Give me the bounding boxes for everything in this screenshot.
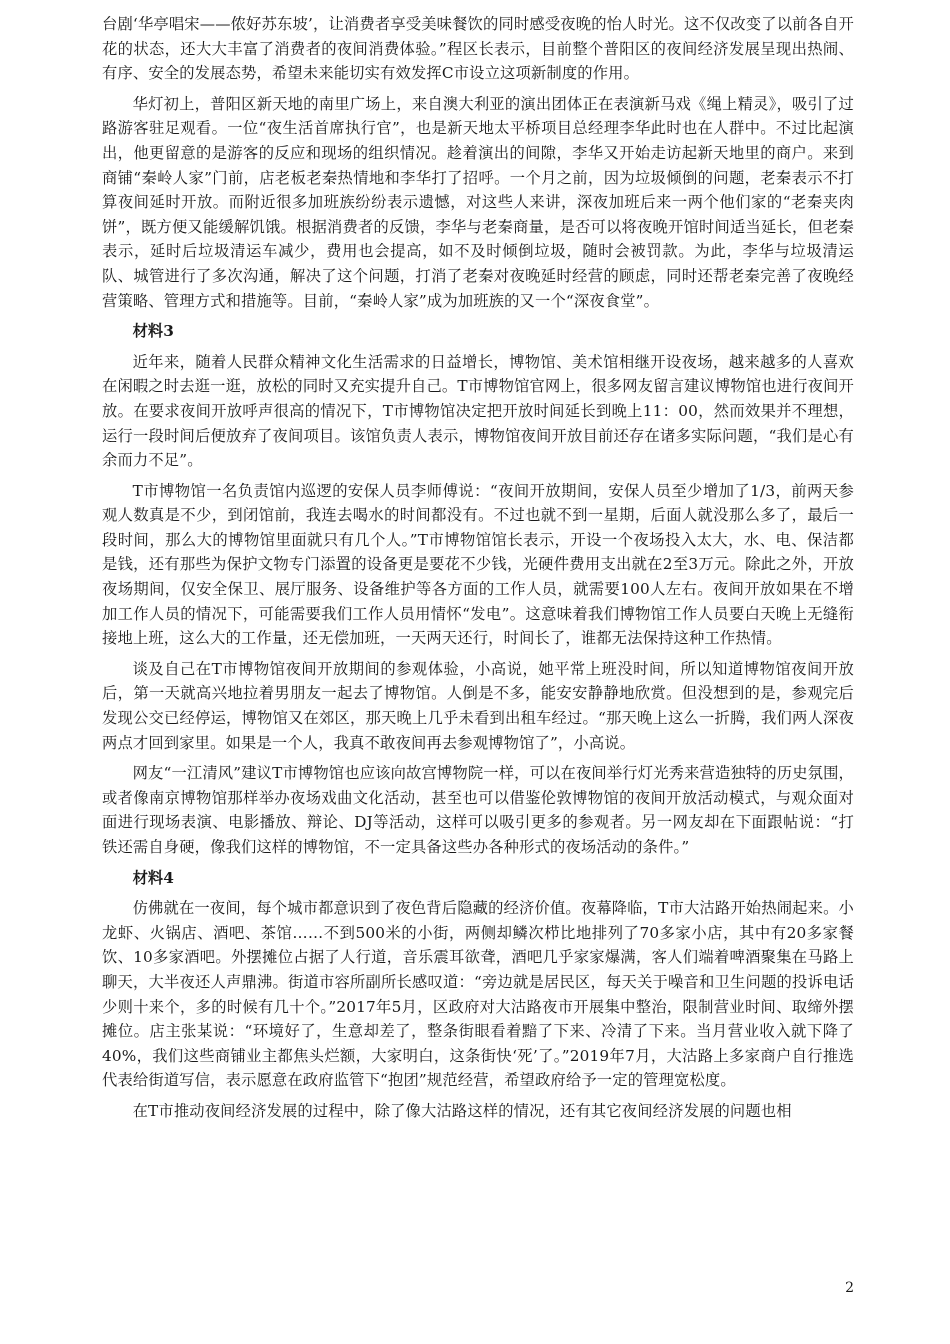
paragraph-security-guard: T市博物馆一名负责馆内巡逻的安保人员李师傅说：“夜间开放期间，安保人员至少增加了1/3，前两天参观人数真是不少，到闭馆前，我连去喝水的时间都没有。不过也就不到一星期，后面人就没那么多了，最后一段时间，那么大的博物馆里面就只有几个人。”T市博物馆馆长表示，开设一个夜场投入太大，水、电、保洁都是钱，还有那些为保护文物专门添置的设备更是要花不少钱，光硬件费用支出就在2至3万元。除此之外，开放夜场期间，仅安全保卫、展厅服务、设备维护等各方面的工作人员，就需要100人左右。夜间开放如果在不增加工作人员的情况下，可能需要我们工作人员用情怀“发电”。这意味着我们博物馆工作人员要白天晚上无缝衔接地上班，这么大的工作量，还无偿加班，一天两天还行，时间长了，谁都无法保持这种工作热情。 [102, 481, 854, 648]
paragraph-xintiandi: 华灯初上，普阳区新天地的南里广场上，来自澳大利亚的演出团体正在表演新马戏《绳上精灵》，吸引了过路游客驻足观看。一位“夜生活首席执行官”，也是新天地太平桥项目总经理李华此时也在人群中。不过比起演出，他更留意的是游客的反应和现场的组织情况。趁着演出的间隙，李华又开始走访起新天地里的商户。来到商铺“秦岭人家”门前，店老板老秦热情地和李华打了招呼。一个月之前，因为垃圾倾倒的问题，老秦表示不打算夜间延时开放。而附近很多加班族纷纷表示遗憾，对这些人来讲，深夜加班后来一两个他们家的“老秦夹肉饼”，既方便又能缓解饥饿。根据消费者的反馈，李华与老秦商量，是否可以将夜晚开馆时间适当延长，但老秦表示，延时后垃圾清运车减少，费用也会提高，如不及时倾倒垃圾，随时会被罚款。为此，李华与垃圾清运队、城管进行了多次沟通，解决了这个问题，打消了老秦对夜晚延时经营的顾虑，同时还帮老秦完善了夜晚经营策略、管理方式和措施等。目前，“秦岭人家”成为加班族的又一个“深夜食堂”。 [102, 94, 854, 310]
paragraph-visitor-experience: 谈及自己在T市博物馆夜间开放期间的参观体验，小高说，她平常上班没时间，所以知道博物馆夜间开放后，第一天就高兴地拉着男朋友一起去了博物馆。人倒是不多，能安安静静地欣赏。但没想到的是，参观完后发现公交已经停运，博物馆又在郊区，那天晚上几乎未看到出租车经过。“那天晚上这么一折腾，我们两人深夜两点才回到家里。如果是一个人，我真不敢夜间再去参观博物馆了”，小高说。 [102, 659, 854, 752]
section-heading-material-4: 材料4 [132, 868, 174, 887]
page-number: 2 [845, 1280, 854, 1296]
paragraph-museum-intro: 近年来，随着人民群众精神文化生活需求的日益增长，博物馆、美术馆相继开设夜场，越来越多的人喜欢在闲暇之时去逛一逛，放松的同时又充实提升自己。T市博物馆官网上，很多网友留言建议博物馆也进行夜间开放。在要求夜间开放呼声很高的情况下，T市博物馆决定把开放时间延长到晚上11：00，然而效果并不理想，运行一段时间后便放弃了夜间项目。该馆负责人表示，博物馆夜间开放目前还存在诸多实际问题，“我们是心有余而力不足”。 [102, 352, 854, 470]
paragraph-netizen-suggestion: 网友“一江清风”建议T市博物馆也应该向故宫博物院一样，可以在夜间举行灯光秀来营造独特的历史氛围，或者像南京博物馆那样举办夜场戏曲文化活动，甚至也可以借鉴伦敦博物馆的夜间开放活动模式，与观众面对面进行现场表演、电影播放、辩论、DJ等活动，这样可以吸引更多的参观者。另一网友却在下面跟帖说：“打铁还需自身硬，像我们这样的博物馆，不一定具备这些办各种形式的夜场活动的条件。” [102, 764, 854, 856]
paragraph-dagu-road: 仿佛就在一夜间，每个城市都意识到了夜色背后隐藏的经济价值。夜幕降临，T市大沽路开始热闹起来。小龙虾、火锅店、酒吧、茶馆……不到500米的小街，两侧却鳞次栉比地排列了70多家小店，其中有20多家餐饮、10多家酒吧。外摆摊位占据了人行道，音乐震耳欲聋，酒吧几乎家家爆满，客人们端着啤酒聚集在马路上聊天，大半夜还人声鼎沸。街道市容所副所长感叹道：“旁边就是居民区，每天关于噪音和卫生问题的投诉电话少则十来个，多的时候有几十个。”2017年5月，区政府对大沽路夜市开展集中整治，限制营业时间、取缔外摆摊位。店主张某说：“环境好了，生意却差了，整条街眼看着黯了下来、冷清了下来。当月营业收入就下降了40%，我们这些商铺业主都焦头烂额，大家明白，这条街快‘死’了。”2019年7月，大沽路上多家商户自行推选代表给街道写信，表示愿意在政府监管下“抱团”规范经营，希望政府给予一定的管理宽松度。 [102, 899, 855, 1090]
paragraph-continued: 台剧‘华亭唱宋——侬好苏东坡’，让消费者享受美味餐饮的同时感受夜晚的怡人时光。这不仅改变了以前各自开花的状态，还大大丰富了消费者的夜间消费体验。”程区长表示，目前整个普阳区的夜间经济发展呈现出热闹、有序、安全的发展态势，希望未来能切实有效发挥C市设立这项新制度的作用。 [102, 15, 854, 83]
section-heading-material-3: 材料3 [132, 322, 174, 341]
paragraph-trailing: 在T市推动夜间经济发展的过程中，除了像大沽路这样的情况，还有其它夜间经济发展的问题也相 [132, 1101, 792, 1120]
document-page [102, 12, 854, 1130]
